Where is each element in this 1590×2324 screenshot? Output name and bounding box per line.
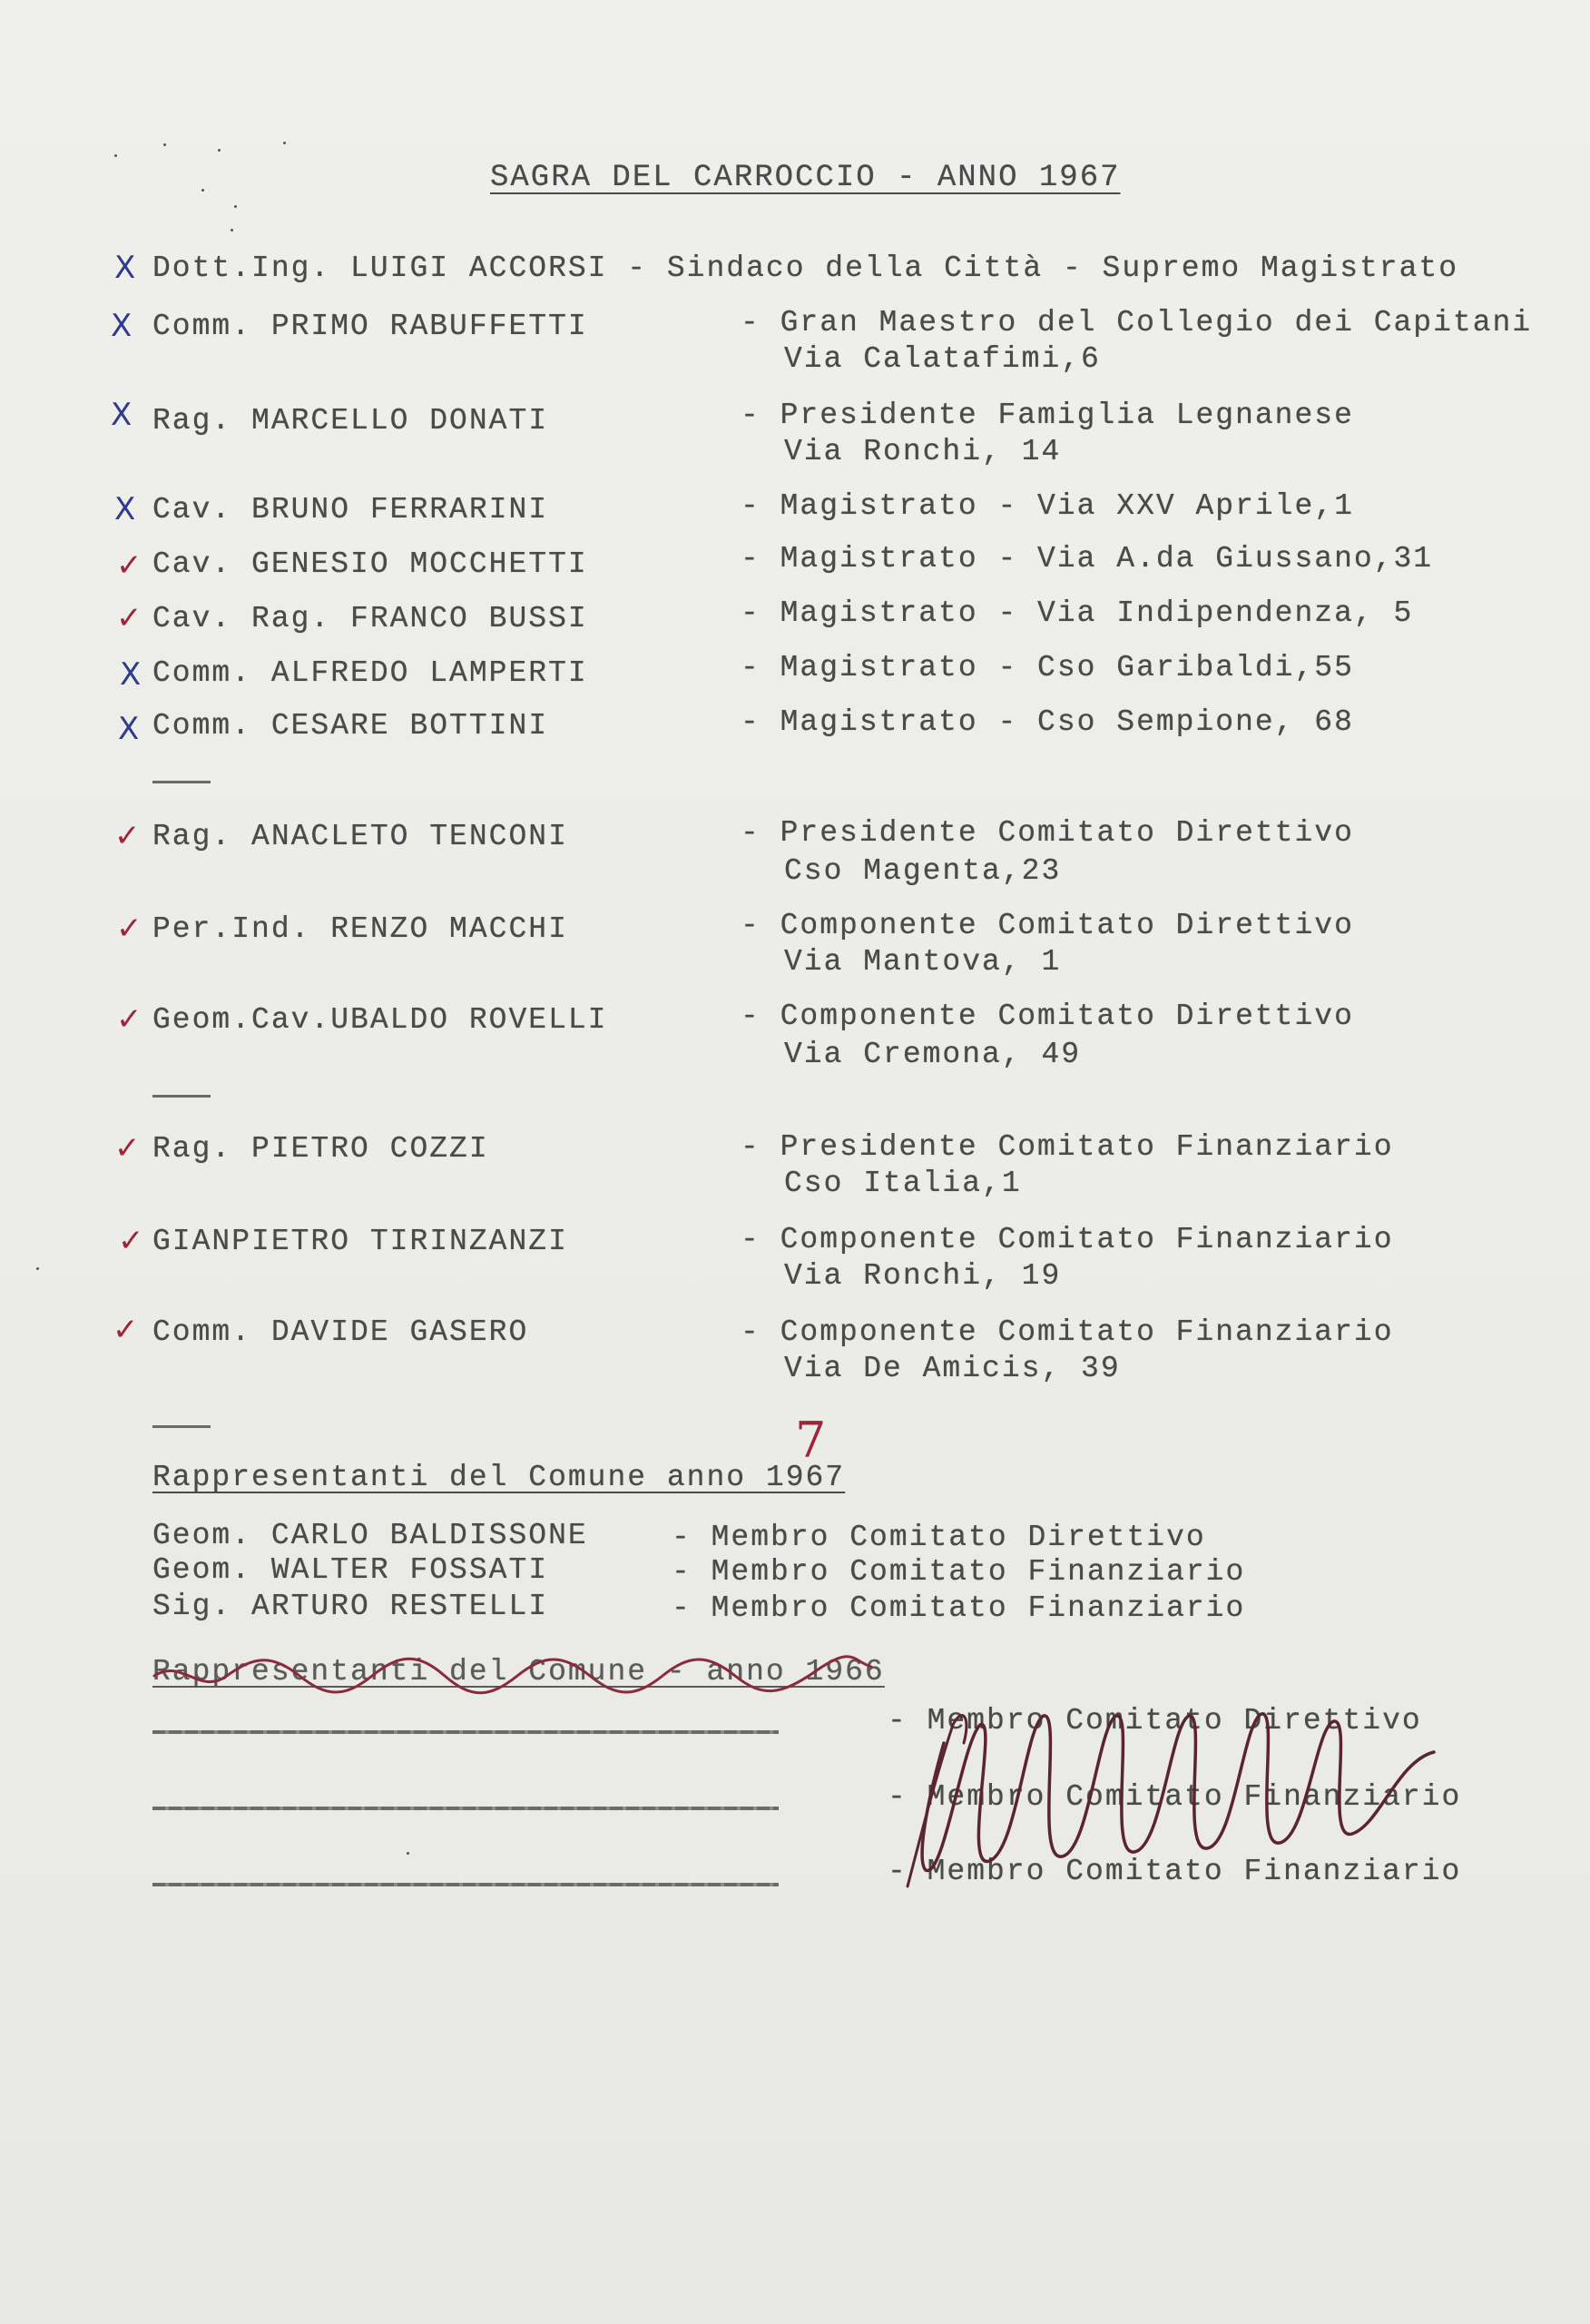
person-name: Comm. ALFREDO LAMPERTI	[152, 656, 588, 690]
handwritten-mark: 7	[795, 1412, 827, 1469]
person-role: - Magistrato - Cso Garibaldi,55	[741, 651, 1354, 684]
person-name: Per.Ind. RENZO MACCHI	[152, 912, 568, 946]
struck-section-heading: Rappresentanti del Comune - anno 1966	[152, 1655, 885, 1689]
person-role: - Presidente Famiglia Legnanese	[741, 399, 1354, 432]
checkmark-icon: ✓	[114, 1130, 141, 1167]
person-role: - Componente Comitato Direttivo	[741, 909, 1354, 942]
person-name: Comm. CESARE BOTTINI	[152, 709, 549, 743]
person-address: Via Calatafimi,6	[784, 342, 1101, 376]
person-name: Rag. PIETRO COZZI	[152, 1132, 489, 1166]
person-role: - Membro Comitato Finanziario	[672, 1555, 1246, 1589]
person-role: - Presidente Comitato Direttivo	[741, 816, 1354, 850]
person-role: - Membro Comitato Direttivo	[672, 1521, 1206, 1554]
checkmark-icon: ✓	[116, 547, 142, 584]
person-role: - Magistrato - Via A.da Giussano,31	[741, 542, 1434, 576]
person-address: Via Mantova, 1	[784, 945, 1062, 979]
representatives-heading: Rappresentanti del Comune anno 1967	[152, 1461, 846, 1494]
person-role: - Magistrato - Via Indipendenza, 5	[741, 596, 1414, 630]
checkmark-x-icon: X	[118, 711, 140, 747]
checkmark-icon: ✓	[118, 1223, 144, 1259]
person-name: Comm. PRIMO RABUFFETTI	[152, 310, 588, 343]
checkmark-x-icon: X	[114, 250, 136, 286]
checkmark-icon: ✓	[114, 818, 141, 854]
person-name: Comm. DAVIDE GASERO	[152, 1315, 529, 1349]
checkmark-icon: ✓	[116, 600, 142, 636]
person-role: - Presidente Comitato Finanziario	[741, 1130, 1394, 1164]
person-name: Rag. MARCELLO DONATI	[152, 404, 549, 438]
person-role: - Magistrato - Cso Sempione, 68	[741, 705, 1354, 739]
checkmark-icon: ✓	[113, 1312, 139, 1348]
checkmark-x-icon: X	[114, 491, 136, 527]
person-address: Via Cremona, 49	[784, 1038, 1082, 1071]
person-address: Cso Italia,1	[784, 1167, 1022, 1200]
person-role: - Magistrato - Via XXV Aprile,1	[741, 489, 1354, 523]
checkmark-icon: ✓	[116, 911, 142, 947]
checkmark-x-icon: X	[111, 308, 132, 344]
person-name: Cav. GENESIO MOCCHETTI	[152, 547, 588, 581]
person-name: Rag. ANACLETO TENCONI	[152, 820, 568, 853]
person-name: Cav. BRUNO FERRARINI	[152, 493, 549, 527]
person-address: Cso Magenta,23	[784, 854, 1062, 888]
person-role: - Componente Comitato Finanziario	[741, 1315, 1394, 1349]
person-name: Geom. CARLO BALDISSONE	[152, 1519, 588, 1552]
heading-scribble	[154, 1657, 871, 1693]
person-name: Cav. Rag. FRANCO BUSSI	[152, 602, 588, 635]
person-role: - Componente Comitato Direttivo	[741, 1000, 1354, 1033]
person-name: Geom.Cav.UBALDO ROVELLI	[152, 1003, 608, 1037]
struck-role: - Membro Comitato Finanziario	[888, 1780, 1462, 1814]
header-entry-text: Dott.Ing. LUIGI ACCORSI - Sindaco della Città - Supremo Magistrato	[152, 251, 1459, 285]
checkmark-x-icon: X	[120, 656, 142, 693]
roles-scribble	[922, 1714, 1434, 1871]
person-address: Via Ronchi, 19	[784, 1259, 1062, 1293]
person-role: - Gran Maestro del Collegio dei Capitani	[741, 306, 1533, 340]
person-address: Via De Amicis, 39	[784, 1352, 1121, 1385]
document-title: SAGRA DEL CARROCCIO - ANNO 1967	[490, 161, 1121, 195]
person-name: GIANPIETRO TIRINZANZI	[152, 1225, 568, 1258]
checkmark-icon: ✓	[116, 1001, 142, 1038]
person-address: Via Ronchi, 14	[784, 435, 1062, 468]
struck-role: - Membro Comitato Direttivo	[888, 1704, 1422, 1738]
person-name: Sig. ARTURO RESTELLI	[152, 1590, 549, 1623]
person-role: - Membro Comitato Finanziario	[672, 1591, 1246, 1625]
checkmark-x-icon: X	[111, 397, 132, 433]
struck-role: - Membro Comitato Finanziario	[888, 1855, 1462, 1888]
person-role: - Componente Comitato Finanziario	[741, 1223, 1394, 1256]
person-name: Geom. WALTER FOSSATI	[152, 1553, 549, 1587]
